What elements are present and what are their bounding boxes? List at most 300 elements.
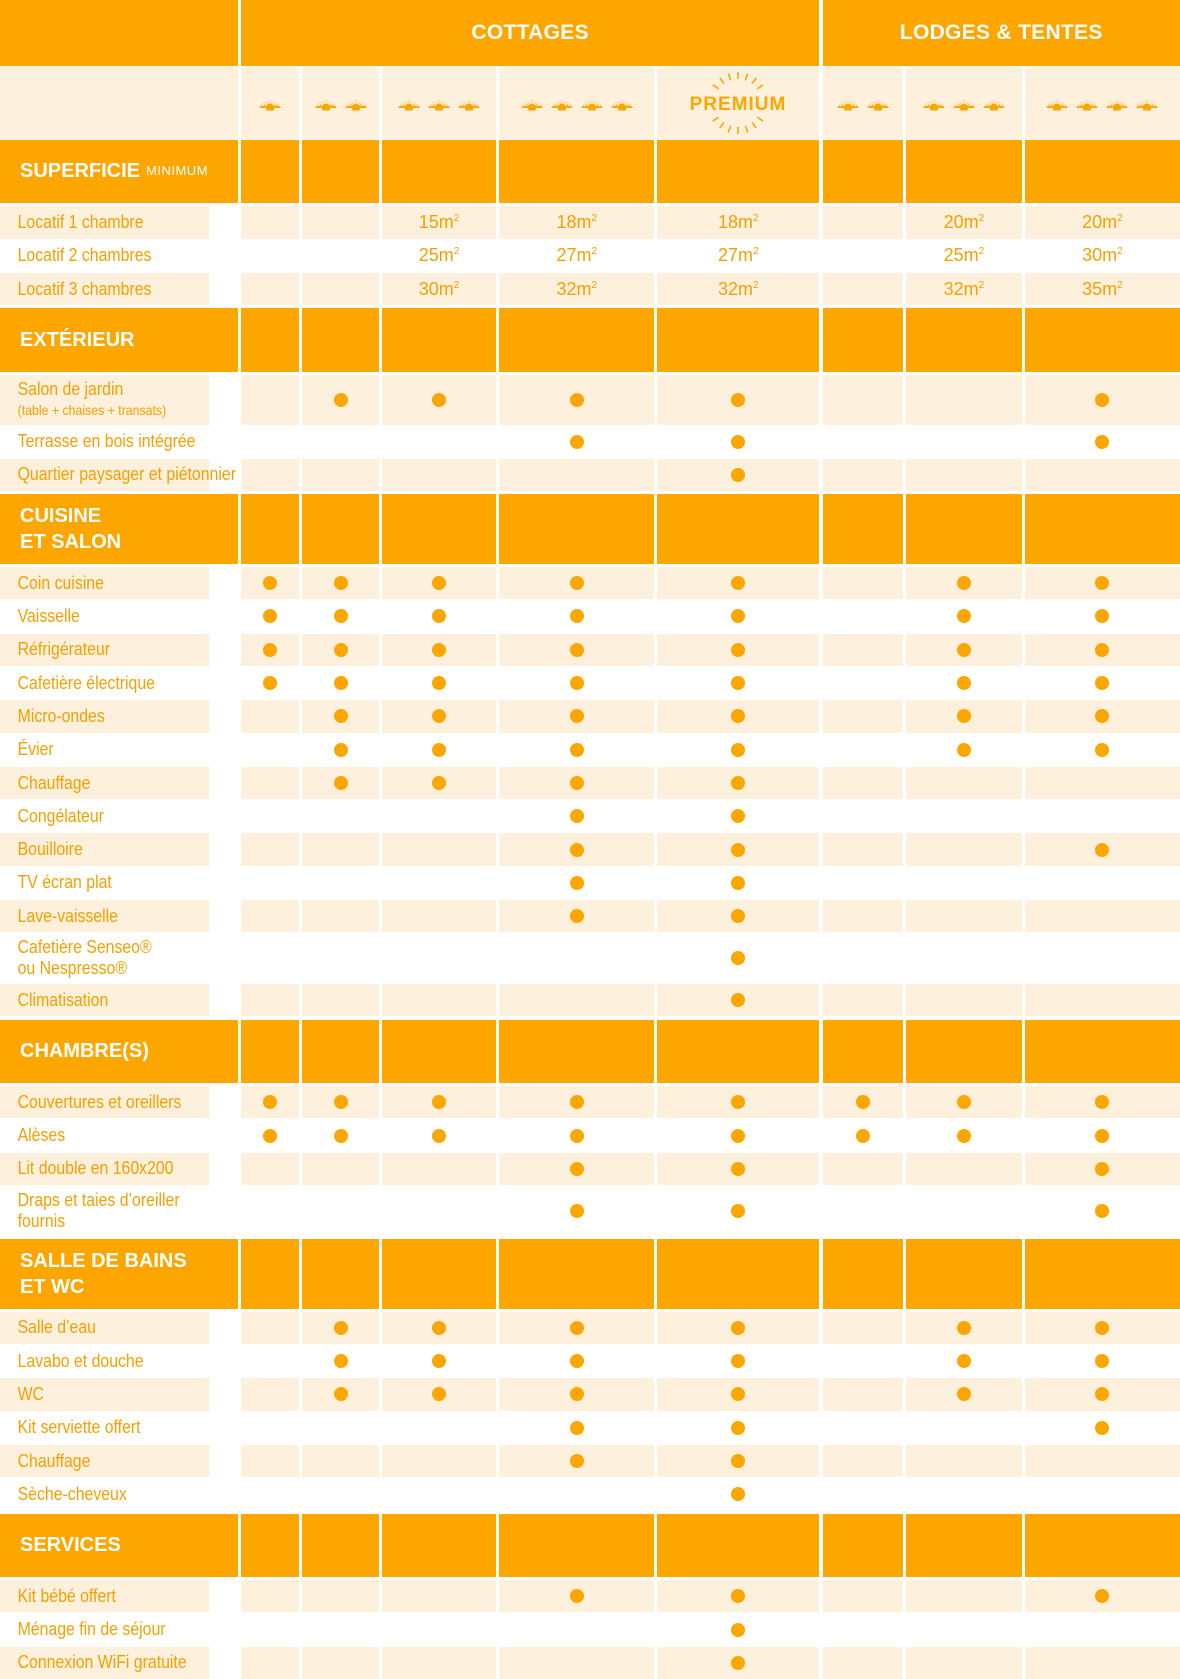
row-label [0, 426, 209, 458]
included-dot-icon [731, 1487, 745, 1501]
included-dot-icon [731, 1354, 745, 1368]
included-dot-icon [432, 393, 446, 407]
feature-cell [499, 1312, 654, 1344]
feature-cell [1025, 1478, 1180, 1510]
section-header-cell [499, 1514, 654, 1578]
feature-cell [823, 1378, 904, 1410]
feature-cell [1025, 1412, 1180, 1444]
row-label-text: Chauffage [17, 772, 91, 793]
section-header-cell [499, 1239, 654, 1309]
feature-cell [382, 375, 496, 425]
feature-cell [241, 600, 299, 632]
feature-cell [906, 459, 1021, 491]
included-dot-icon [731, 1623, 745, 1637]
feature-cell [241, 667, 299, 699]
feature-cell [906, 1119, 1021, 1151]
feature-cell [382, 667, 496, 699]
section-header-cell [241, 1020, 299, 1084]
area-value [499, 240, 654, 272]
included-dot-icon [334, 1095, 348, 1109]
section-title [0, 1514, 238, 1578]
section-header-cell [302, 308, 378, 372]
feature-cell [657, 984, 819, 1016]
included-dot-icon [334, 393, 348, 407]
feature-cell [499, 1378, 654, 1410]
area-value-text: 32m [943, 278, 979, 299]
area-value [302, 206, 378, 238]
feature-cell [241, 700, 299, 732]
feature-cell [302, 767, 378, 799]
feature-cell [1025, 767, 1180, 799]
row-label [0, 1647, 209, 1679]
feature-cell [302, 1153, 378, 1185]
feature-cell [499, 900, 654, 932]
included-dot-icon [263, 643, 277, 657]
feature-cell [241, 833, 299, 865]
section-header-cell [241, 1514, 299, 1578]
feature-cell [657, 1153, 819, 1185]
feature-cell [823, 767, 904, 799]
included-dot-icon [1095, 1387, 1109, 1401]
feature-cell [382, 933, 496, 983]
section-header-cell [382, 140, 496, 204]
feature-cell [382, 634, 496, 666]
feature-cell [657, 1412, 819, 1444]
included-dot-icon [570, 435, 584, 449]
feature-cell [657, 459, 819, 491]
feature-cell [823, 1153, 904, 1185]
feature-cell [241, 984, 299, 1016]
feature-cell [302, 1478, 378, 1510]
feature-cell [657, 375, 819, 425]
feature-cell [241, 1186, 299, 1236]
included-dot-icon [1095, 1354, 1109, 1368]
included-dot-icon [570, 909, 584, 923]
group-title-cottages: COTTAGES [241, 0, 819, 66]
feature-cell [1025, 600, 1180, 632]
feature-cell [906, 867, 1021, 899]
feature-cell [906, 667, 1021, 699]
feature-cell [382, 1345, 496, 1377]
included-dot-icon [731, 643, 745, 657]
feature-cell [823, 800, 904, 832]
included-dot-icon [432, 609, 446, 623]
feature-cell [499, 867, 654, 899]
comfort-level-2 [302, 67, 378, 139]
row-label [0, 867, 209, 899]
premium-label: PREMIUM [689, 93, 787, 115]
feature-cell [906, 567, 1021, 599]
feature-cell [906, 984, 1021, 1016]
feature-cell [1025, 1613, 1180, 1645]
feature-cell [302, 1613, 378, 1645]
feature-cell [499, 426, 654, 458]
superscript: 2 [591, 279, 598, 291]
area-value-text: 27m [556, 245, 592, 266]
area-value [499, 206, 654, 238]
feature-cell [823, 1445, 904, 1477]
area-value [382, 240, 496, 272]
feature-cell [906, 900, 1021, 932]
included-dot-icon [570, 676, 584, 690]
row-label [0, 1345, 209, 1377]
row-label [0, 900, 209, 932]
feature-cell [302, 1119, 378, 1151]
feature-cell [382, 426, 496, 458]
feature-cell [499, 667, 654, 699]
feature-cell [241, 1478, 299, 1510]
feature-cell [906, 1312, 1021, 1344]
included-dot-icon [570, 1162, 584, 1176]
feature-cell [823, 600, 904, 632]
shell-icon [1044, 94, 1070, 112]
included-dot-icon [957, 676, 971, 690]
row-label [0, 1086, 209, 1118]
row-label [0, 1478, 209, 1510]
feature-cell [823, 1345, 904, 1377]
feature-cell [241, 1153, 299, 1185]
row-label [0, 1580, 209, 1612]
feature-cell [302, 600, 378, 632]
row-label-text: Locatif 1 chambre [17, 211, 144, 232]
area-value-text: 25m [943, 245, 979, 266]
section-header-cell [302, 1514, 378, 1578]
section-header-cell [499, 140, 654, 204]
included-dot-icon [432, 776, 446, 790]
section-header-cell [657, 1020, 819, 1084]
comfort-level-4 [499, 67, 654, 139]
feature-cell [1025, 800, 1180, 832]
included-dot-icon [731, 676, 745, 690]
feature-cell [241, 1086, 299, 1118]
superscript: 2 [753, 212, 759, 224]
included-dot-icon [731, 1656, 745, 1670]
feature-cell [1025, 1153, 1180, 1185]
feature-cell [657, 833, 819, 865]
section-header-cell [302, 1239, 378, 1309]
feature-cell [823, 734, 904, 766]
included-dot-icon [570, 743, 584, 757]
row-label-text: Chauffage [17, 1450, 91, 1471]
area-value-text: 30m [1082, 245, 1118, 266]
feature-cell [657, 867, 819, 899]
feature-cell [1025, 700, 1180, 732]
section-title [0, 1020, 238, 1084]
included-dot-icon [731, 709, 745, 723]
feature-cell [823, 1647, 904, 1679]
included-dot-icon [432, 576, 446, 590]
section-header-cell [499, 494, 654, 564]
included-dot-icon [334, 1129, 348, 1143]
section-header-cell [1025, 1239, 1180, 1309]
area-value-text: 32m [556, 278, 592, 299]
feature-cell [1025, 426, 1180, 458]
feature-cell [823, 984, 904, 1016]
section-header-cell [823, 494, 904, 564]
feature-cell [382, 800, 496, 832]
feature-cell [906, 700, 1021, 732]
group-title-lodges: LODGES & TENTES [823, 0, 1180, 66]
row-label-text: Climatisation [17, 989, 109, 1010]
area-value [657, 206, 819, 238]
corner-cell [0, 0, 238, 66]
row-label-text: Locatif 3 chambres [17, 278, 152, 299]
included-dot-icon [570, 1421, 584, 1435]
section-header-cell [823, 140, 904, 204]
feature-cell [241, 426, 299, 458]
area-value [823, 273, 904, 305]
included-dot-icon [731, 1095, 745, 1109]
feature-cell [823, 900, 904, 932]
row-label [0, 1153, 209, 1185]
section-header-cell [241, 1239, 299, 1309]
included-dot-icon [1095, 743, 1109, 757]
feature-cell [823, 1412, 904, 1444]
section-title-text: SUPERFICIE [20, 160, 141, 183]
section-header-cell [499, 1020, 654, 1084]
included-dot-icon [570, 1589, 584, 1603]
row-label-text: Lave-vaisselle [17, 905, 118, 926]
feature-cell [657, 1478, 819, 1510]
feature-cell [241, 1119, 299, 1151]
included-dot-icon [731, 609, 745, 623]
feature-cell [657, 1345, 819, 1377]
section-header-cell [906, 494, 1021, 564]
feature-cell [382, 767, 496, 799]
area-value [906, 206, 1021, 238]
area-value [1025, 240, 1180, 272]
feature-cell [906, 375, 1021, 425]
section-header-cell [823, 1020, 904, 1084]
feature-cell [302, 1345, 378, 1377]
feature-cell [499, 767, 654, 799]
feature-cell [499, 984, 654, 1016]
row-label [0, 375, 209, 425]
included-dot-icon [957, 1387, 971, 1401]
included-dot-icon [432, 1321, 446, 1335]
feature-cell [657, 1312, 819, 1344]
section-header-cell [302, 494, 378, 564]
feature-cell [382, 1153, 496, 1185]
superscript: 2 [453, 212, 460, 224]
feature-cell [499, 1119, 654, 1151]
section-header-cell [906, 1239, 1021, 1309]
section-header-cell [906, 1514, 1021, 1578]
row-label-text: Vaisselle [17, 605, 80, 626]
feature-cell [302, 867, 378, 899]
feature-cell [382, 1186, 496, 1236]
feature-cell [302, 1412, 378, 1444]
section-header-cell [241, 494, 299, 564]
row-label-text: Kit serviette offert [17, 1417, 141, 1438]
feature-cell [657, 1580, 819, 1612]
area-value [241, 240, 299, 272]
superscript: 2 [753, 246, 759, 258]
superscript: 2 [978, 246, 985, 258]
area-value-text: 18m [556, 211, 592, 232]
row-label-text: Kit bébé offert [17, 1585, 116, 1606]
feature-cell [1025, 1378, 1180, 1410]
area-value [906, 273, 1021, 305]
row-label [0, 933, 209, 983]
area-value [657, 240, 819, 272]
area-value-text: 20m [943, 211, 979, 232]
feature-cell [302, 1378, 378, 1410]
included-dot-icon [570, 393, 584, 407]
section-header-cell [241, 140, 299, 204]
superscript: 2 [978, 212, 985, 224]
included-dot-icon [1095, 1129, 1109, 1143]
included-dot-icon [263, 609, 277, 623]
row-label [0, 1378, 209, 1410]
included-dot-icon [570, 1095, 584, 1109]
section-header-cell [906, 140, 1021, 204]
included-dot-icon [432, 1387, 446, 1401]
row-label [0, 1613, 209, 1645]
included-dot-icon [334, 609, 348, 623]
included-dot-icon [856, 1095, 870, 1109]
feature-cell [1025, 1086, 1180, 1118]
feature-cell [657, 933, 819, 983]
feature-cell [499, 1445, 654, 1477]
feature-cell [241, 634, 299, 666]
shell-icon [579, 94, 605, 112]
row-label-text: Bouilloire [17, 839, 83, 860]
feature-cell [906, 1580, 1021, 1612]
included-dot-icon [570, 1354, 584, 1368]
superscript: 2 [978, 279, 985, 291]
row-label [0, 1445, 209, 1477]
section-title-text: SERVICES [20, 1534, 121, 1557]
feature-cell [241, 459, 299, 491]
row-label-text: Alèses [17, 1125, 66, 1145]
included-dot-icon [731, 576, 745, 590]
feature-cell [1025, 1186, 1180, 1236]
area-value [657, 273, 819, 305]
superscript: 2 [1117, 212, 1123, 224]
feature-cell [302, 375, 378, 425]
feature-cell [657, 667, 819, 699]
section-title-text: CUISINE ET SALON [20, 505, 122, 554]
area-value [382, 206, 496, 238]
feature-cell [657, 600, 819, 632]
included-dot-icon [334, 1321, 348, 1335]
included-dot-icon [432, 709, 446, 723]
feature-cell [499, 800, 654, 832]
feature-cell [657, 734, 819, 766]
feature-cell [823, 1119, 904, 1151]
included-dot-icon [570, 809, 584, 823]
section-header-cell [906, 308, 1021, 372]
area-value [823, 206, 904, 238]
included-dot-icon [957, 576, 971, 590]
section-header-cell [657, 1514, 819, 1578]
included-dot-icon [731, 468, 745, 482]
row-label [0, 833, 209, 865]
section-header-cell [906, 1020, 1021, 1084]
comfort-level-3 [906, 67, 1021, 139]
row-label [0, 1312, 209, 1344]
included-dot-icon [334, 743, 348, 757]
section-header-cell [823, 308, 904, 372]
included-dot-icon [570, 1321, 584, 1335]
superscript: 2 [591, 212, 598, 224]
feature-cell [302, 1580, 378, 1612]
shell-icon [519, 94, 545, 112]
feature-cell [823, 667, 904, 699]
included-dot-icon [1095, 1589, 1109, 1603]
feature-cell [906, 1153, 1021, 1185]
included-dot-icon [1095, 643, 1109, 657]
feature-cell [1025, 867, 1180, 899]
row-label-text: Connexion WiFi gratuite [17, 1652, 187, 1673]
included-dot-icon [334, 676, 348, 690]
section-header-cell [657, 308, 819, 372]
included-dot-icon [263, 1095, 277, 1109]
area-value [1025, 273, 1180, 305]
feature-cell [1025, 900, 1180, 932]
feature-cell [499, 1086, 654, 1118]
feature-cell [499, 1186, 654, 1236]
included-dot-icon [1095, 576, 1109, 590]
feature-cell [657, 767, 819, 799]
shell-icon [951, 94, 977, 112]
section-header-cell [1025, 1514, 1180, 1578]
included-dot-icon [570, 1204, 584, 1218]
row-label [0, 1412, 209, 1444]
area-value [382, 273, 496, 305]
comfort-level-3 [382, 67, 496, 139]
row-label [0, 700, 209, 732]
feature-cell [499, 1613, 654, 1645]
feature-cell [382, 1378, 496, 1410]
feature-cell [499, 1580, 654, 1612]
included-dot-icon [570, 576, 584, 590]
area-value-text: 35m [1082, 278, 1118, 299]
feature-cell [499, 700, 654, 732]
area-value-text: 32m [717, 278, 753, 299]
feature-cell [823, 1613, 904, 1645]
row-label [0, 240, 209, 272]
feature-cell [1025, 667, 1180, 699]
shell-icon [865, 94, 891, 112]
feature-cell [823, 1186, 904, 1236]
row-label-text: Ménage fin de séjour [17, 1619, 166, 1640]
row-sublabel-text: (table + chaises + transats) [17, 401, 167, 418]
row-label-text: Draps et taies d’oreiller [17, 1189, 180, 1210]
row-label-text: Locatif 2 chambres [17, 245, 152, 266]
shell-icon [1134, 94, 1160, 112]
section-header-cell [499, 308, 654, 372]
row-label-text: Salon de jardin [17, 378, 124, 399]
feature-cell [241, 734, 299, 766]
feature-cell [241, 1613, 299, 1645]
area-value [823, 240, 904, 272]
row-sublabel-text: fournis [17, 1210, 66, 1231]
feature-cell [382, 567, 496, 599]
feature-cell [241, 1378, 299, 1410]
feature-cell [382, 900, 496, 932]
section-header-cell [302, 1020, 378, 1084]
included-dot-icon [432, 1354, 446, 1368]
included-dot-icon [334, 1354, 348, 1368]
feature-cell [657, 700, 819, 732]
section-header-cell [1025, 308, 1180, 372]
area-value [302, 273, 378, 305]
row-label [0, 634, 209, 666]
feature-cell [241, 375, 299, 425]
included-dot-icon [957, 1095, 971, 1109]
